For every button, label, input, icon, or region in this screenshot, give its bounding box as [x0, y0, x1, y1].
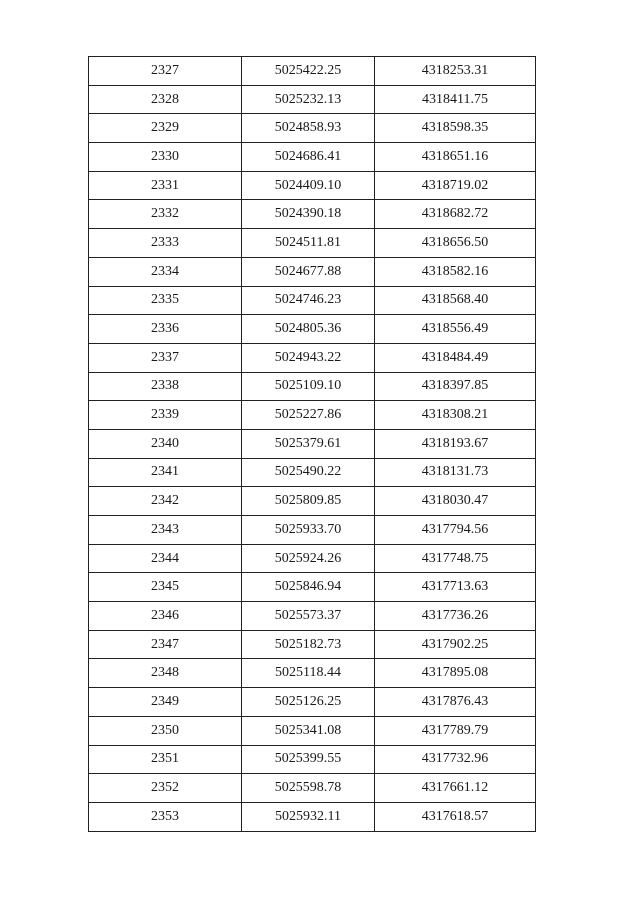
table-row — [89, 143, 536, 172]
document-page — [88, 56, 535, 832]
table-row — [89, 544, 536, 573]
point-number-cell: 2333 — [89, 229, 242, 258]
x-coordinate-cell: 5024943.22 — [242, 343, 375, 372]
y-coordinate-cell: 4318484.49 — [375, 343, 536, 372]
table-row — [89, 630, 536, 659]
point-number-cell: 2349 — [89, 688, 242, 717]
point-number-cell: 2334 — [89, 257, 242, 286]
y-coordinate-cell: 4318719.02 — [375, 171, 536, 200]
y-coordinate-cell: 4318656.50 — [375, 229, 536, 258]
y-coordinate-cell: 4317661.12 — [375, 774, 536, 803]
y-coordinate-cell: 4317794.56 — [375, 516, 536, 545]
y-coordinate-cell: 4318682.72 — [375, 200, 536, 229]
x-coordinate-cell: 5025182.73 — [242, 630, 375, 659]
point-number-cell: 2331 — [89, 171, 242, 200]
y-coordinate-cell: 4317895.08 — [375, 659, 536, 688]
point-number-cell: 2329 — [89, 114, 242, 143]
table-row — [89, 802, 536, 831]
x-coordinate-cell: 5024390.18 — [242, 200, 375, 229]
x-coordinate-cell: 5024746.23 — [242, 286, 375, 315]
table-row — [89, 458, 536, 487]
y-coordinate-cell: 4318598.35 — [375, 114, 536, 143]
table-row — [89, 487, 536, 516]
y-coordinate-cell: 4317618.57 — [375, 802, 536, 831]
y-coordinate-cell: 4318193.67 — [375, 429, 536, 458]
point-number-cell: 2342 — [89, 487, 242, 516]
table-row — [89, 257, 536, 286]
x-coordinate-cell: 5025490.22 — [242, 458, 375, 487]
x-coordinate-cell: 5025341.08 — [242, 716, 375, 745]
x-coordinate-cell: 5025924.26 — [242, 544, 375, 573]
y-coordinate-cell: 4318556.49 — [375, 315, 536, 344]
x-coordinate-cell: 5024858.93 — [242, 114, 375, 143]
x-coordinate-cell: 5025573.37 — [242, 602, 375, 631]
point-number-cell: 2332 — [89, 200, 242, 229]
x-coordinate-cell: 5024511.81 — [242, 229, 375, 258]
point-number-cell: 2347 — [89, 630, 242, 659]
y-coordinate-cell: 4318131.73 — [375, 458, 536, 487]
point-number-cell: 2350 — [89, 716, 242, 745]
x-coordinate-cell: 5025399.55 — [242, 745, 375, 774]
point-number-cell: 2340 — [89, 429, 242, 458]
point-number-cell: 2335 — [89, 286, 242, 315]
table-row — [89, 343, 536, 372]
y-coordinate-cell: 4317736.26 — [375, 602, 536, 631]
table-row — [89, 429, 536, 458]
y-coordinate-cell: 4317876.43 — [375, 688, 536, 717]
y-coordinate-cell: 4318651.16 — [375, 143, 536, 172]
y-coordinate-cell: 4317732.96 — [375, 745, 536, 774]
table-row — [89, 229, 536, 258]
x-coordinate-cell: 5025379.61 — [242, 429, 375, 458]
table-row — [89, 315, 536, 344]
x-coordinate-cell: 5025846.94 — [242, 573, 375, 602]
point-number-cell: 2352 — [89, 774, 242, 803]
x-coordinate-cell: 5025232.13 — [242, 85, 375, 114]
x-coordinate-cell: 5024805.36 — [242, 315, 375, 344]
point-number-cell: 2346 — [89, 602, 242, 631]
table-row — [89, 286, 536, 315]
table-row — [89, 372, 536, 401]
table-row — [89, 774, 536, 803]
point-number-cell: 2328 — [89, 85, 242, 114]
point-number-cell: 2344 — [89, 544, 242, 573]
coordinates-table — [88, 56, 536, 832]
x-coordinate-cell: 5025118.44 — [242, 659, 375, 688]
x-coordinate-cell: 5025598.78 — [242, 774, 375, 803]
y-coordinate-cell: 4318582.16 — [375, 257, 536, 286]
y-coordinate-cell: 4318253.31 — [375, 57, 536, 86]
y-coordinate-cell: 4318568.40 — [375, 286, 536, 315]
x-coordinate-cell: 5025933.70 — [242, 516, 375, 545]
point-number-cell: 2353 — [89, 802, 242, 831]
y-coordinate-cell: 4318308.21 — [375, 401, 536, 430]
point-number-cell: 2351 — [89, 745, 242, 774]
table-row — [89, 57, 536, 86]
point-number-cell: 2345 — [89, 573, 242, 602]
table-row — [89, 171, 536, 200]
point-number-cell: 2330 — [89, 143, 242, 172]
x-coordinate-cell: 5025932.11 — [242, 802, 375, 831]
x-coordinate-cell: 5025227.86 — [242, 401, 375, 430]
point-number-cell: 2327 — [89, 57, 242, 86]
point-number-cell: 2348 — [89, 659, 242, 688]
x-coordinate-cell: 5025126.25 — [242, 688, 375, 717]
table-row — [89, 114, 536, 143]
point-number-cell: 2343 — [89, 516, 242, 545]
x-coordinate-cell: 5024677.88 — [242, 257, 375, 286]
x-coordinate-cell: 5025109.10 — [242, 372, 375, 401]
table-row — [89, 401, 536, 430]
point-number-cell: 2337 — [89, 343, 242, 372]
point-number-cell: 2341 — [89, 458, 242, 487]
y-coordinate-cell: 4317748.75 — [375, 544, 536, 573]
table-row — [89, 659, 536, 688]
table-row — [89, 688, 536, 717]
y-coordinate-cell: 4318397.85 — [375, 372, 536, 401]
table-row — [89, 745, 536, 774]
x-coordinate-cell: 5025809.85 — [242, 487, 375, 516]
table-row — [89, 85, 536, 114]
coordinates-table-body — [89, 57, 536, 832]
point-number-cell: 2338 — [89, 372, 242, 401]
table-row — [89, 516, 536, 545]
table-row — [89, 200, 536, 229]
table-row — [89, 573, 536, 602]
table-row — [89, 602, 536, 631]
y-coordinate-cell: 4317713.63 — [375, 573, 536, 602]
x-coordinate-cell: 5024686.41 — [242, 143, 375, 172]
y-coordinate-cell: 4317789.79 — [375, 716, 536, 745]
y-coordinate-cell: 4318030.47 — [375, 487, 536, 516]
x-coordinate-cell: 5025422.25 — [242, 57, 375, 86]
point-number-cell: 2336 — [89, 315, 242, 344]
x-coordinate-cell: 5024409.10 — [242, 171, 375, 200]
y-coordinate-cell: 4318411.75 — [375, 85, 536, 114]
point-number-cell: 2339 — [89, 401, 242, 430]
y-coordinate-cell: 4317902.25 — [375, 630, 536, 659]
table-row — [89, 716, 536, 745]
